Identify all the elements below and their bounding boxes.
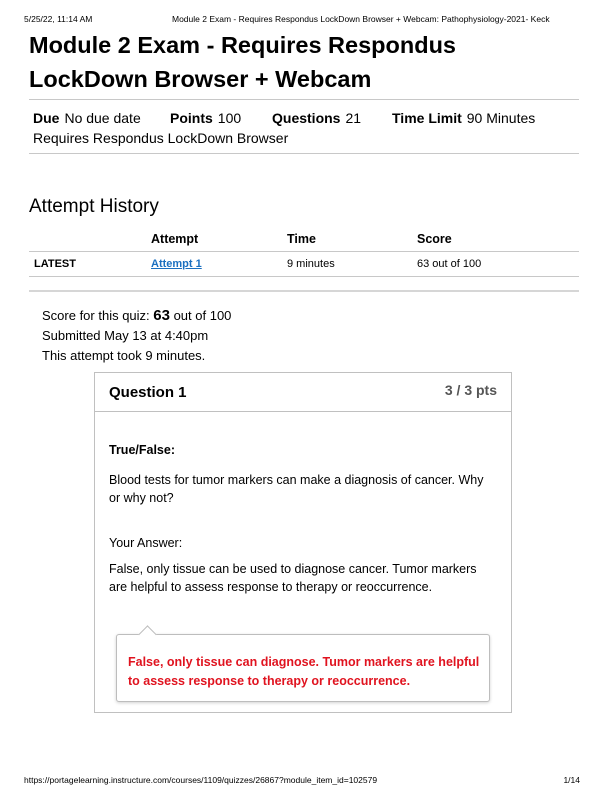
score-summary <box>42 306 231 366</box>
quiz-title: Module 2 Exam - Requires Respondus LockDown Browser + Webcam <box>29 32 457 92</box>
question-card <box>94 372 512 713</box>
print-datetime: 5/25/22, 11:14 AM <box>24 14 93 24</box>
due-value: No due date <box>64 110 141 126</box>
attempt-history-title: Attempt History <box>29 196 159 217</box>
comment-text: False, only tissue can diagnose. Tumor markers are helpful to assess response to therapy or reoccurrence. <box>128 655 480 688</box>
print-page-number: 1/14 <box>563 775 580 785</box>
score-prefix: Score for this quiz: <box>42 308 154 323</box>
question-name: Question 1 <box>109 384 187 401</box>
points-value: 100 <box>217 110 242 126</box>
due-detail <box>33 108 141 128</box>
questions-label: Questions <box>272 110 341 126</box>
question-body <box>109 441 494 596</box>
question-text: Blood tests for tumor markers can make a diagnosis of cancer. Why or why not? <box>109 473 484 505</box>
column-header-attempt: Attempt <box>151 232 199 246</box>
submitted-time: Submitted May 13 at 4:40pm <box>42 328 209 343</box>
attempt-time: 9 minutes <box>287 258 335 270</box>
time-limit-value: 90 Minutes <box>466 110 536 126</box>
question-points: 3 / 3 pts <box>444 382 497 398</box>
divider-score <box>29 290 579 292</box>
latest-label: LATEST <box>34 258 76 270</box>
attempt-score: 63 out of 100 <box>417 258 482 270</box>
questions-value: 21 <box>345 110 362 126</box>
column-header-time: Time <box>287 232 316 246</box>
grader-comment <box>116 634 490 702</box>
due-label: Due <box>33 110 60 126</box>
print-doc-title: Module 2 Exam - Requires Respondus LockDown Browser + Webcam: Pathophysiology-2021- Keck <box>172 14 550 24</box>
answer-label: Your Answer: <box>109 536 183 550</box>
question-header <box>95 373 511 412</box>
divider-top <box>29 99 579 100</box>
points-detail <box>170 108 241 128</box>
question-type: True/False: <box>109 443 175 457</box>
attempt-duration: This attempt took 9 minutes. <box>42 348 206 363</box>
table-row <box>29 252 579 277</box>
points-label: Points <box>170 110 213 126</box>
attempt-link[interactable]: Attempt 1 <box>151 258 202 270</box>
score-value: 63 <box>153 307 170 324</box>
comment-notch <box>138 625 156 643</box>
time-limit-label: Time Limit <box>392 110 462 126</box>
attempt-cell <box>151 258 202 270</box>
table-header <box>29 227 579 252</box>
answer-text: False, only tissue can be used to diagnose cancer. Tumor markers are helpful to assess response to therapy or reoccurrence. <box>109 562 477 594</box>
questions-detail <box>272 108 361 128</box>
column-header-score: Score <box>417 232 452 246</box>
quiz-details <box>33 108 579 147</box>
print-url: https://portagelearning.instructure.com/courses/1109/quizzes/26867?module_item_id=102579 <box>24 775 378 785</box>
attempt-history-table <box>29 227 579 277</box>
score-suffix: out of 100 <box>169 308 232 323</box>
lockdown-requirement: Requires Respondus LockDown Browser <box>33 130 289 146</box>
divider-details <box>29 153 579 154</box>
time-limit-detail <box>392 108 535 128</box>
score-line <box>42 306 231 326</box>
